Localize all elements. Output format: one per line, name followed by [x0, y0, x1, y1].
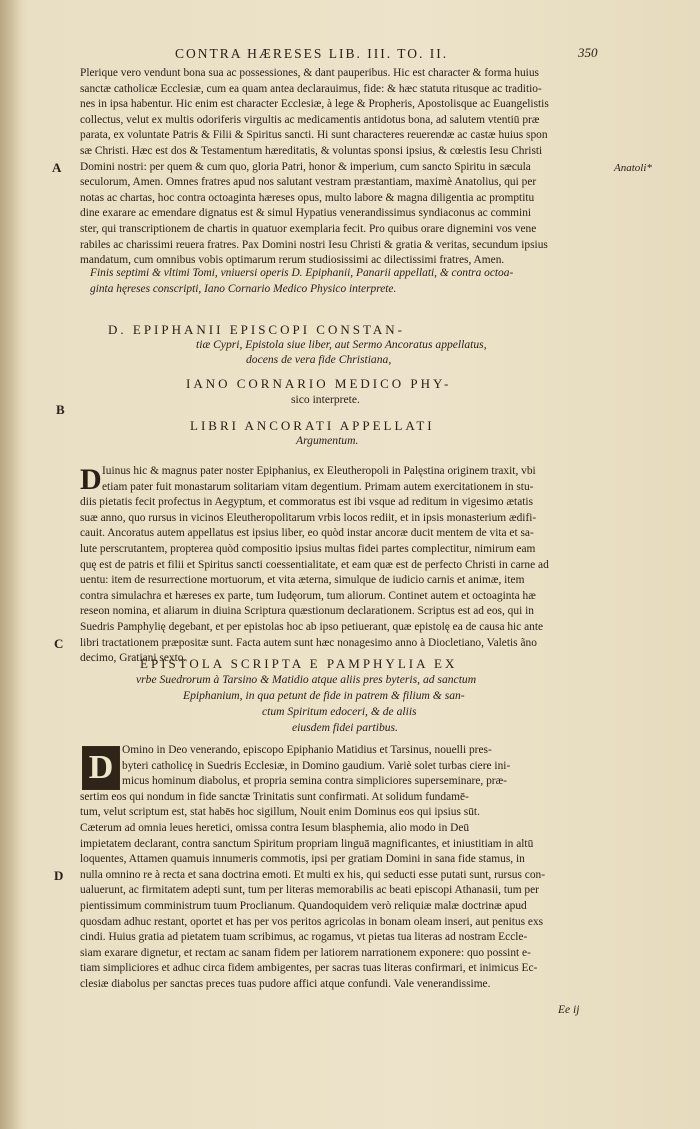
margin-letter-c: C — [54, 636, 64, 651]
epistola-line: tum, velut scriptum est, stat habēs hoc sigillum, Nouit enim Dominus eos qui ipsius sūt. — [80, 806, 480, 819]
decorated-initial-d: D — [82, 746, 120, 790]
epistola-line: Cæterum ad omnia leues heretici, omissa contra Iesum blasphemia, alio modo in Deū — [80, 821, 470, 834]
title-epistola-sub3: ctum Spiritum edoceri, & de aliis — [262, 705, 417, 718]
title-epiphanii-sub1: tiæ Cypri, Epistola siue liber, aut Sermo Ancoratus appellatus, — [196, 338, 487, 351]
closing-line: seculorum, Amen. Omnes fratres apud nos salutant vestram præstantiam, maximè Anatolius, qui per — [80, 176, 537, 189]
closing-line: sæ Christi. Hæc est dos & Testamentum hæreditatis, & voluntas sponsi ipsius, & cœlestis Iesu Christi — [80, 144, 543, 157]
closing-line: ster, qui transcriptionem de chartis in quatuor exemplaria fecit. Pro quibus orare dignemini vos vene — [80, 222, 537, 235]
closing-line: dine exarare ac emendare dignatus est & simul Hypatius venerandissimus syndiaconus ac commini — [80, 207, 532, 220]
argumentum-line: reseon nomina, et aliarum in diuina Scriptura quæstionum declarationem. Scriptus est ad eos, qui in — [80, 605, 534, 618]
epistola-line: ualuerunt, ac firmitatem adepti sunt, tum per literas memorabilis ac beati episcopi Athanasii, tum per — [80, 884, 539, 897]
argumentum-line: uentu: item de resurrectione mortuorum, et vita æterna, simulque de iudicio carnis et animæ, item — [80, 574, 525, 587]
paragraph-closing — [80, 66, 600, 269]
epistola-line: clesiæ diabolus per sanctas preces tuas pudore affici atque confundi. Vale venerandissime. — [80, 977, 491, 990]
argumentum-line: cauit. Ancoratus autem appellatus est ipsius liber, eo quòd instar ancoræ ducit mentem de vita et sa- — [80, 527, 534, 540]
finis-colophon — [90, 266, 600, 297]
argumentum-line: quę est de patris et filii et Spiritus sancti coessentialitate, et eam quæ est de perfecto Christi in carne ad — [80, 558, 549, 571]
epistola-line: impietatem declarant, contra sanctum Spiritum propriam linguā magnificantes, et iniustitiam in altū — [80, 837, 534, 850]
title-epistola-sub2: Epiphanium, in qua petunt de fide in patrem & filium & san- — [183, 689, 465, 702]
closing-line: nes in ipsa habentur. Hic enim est character Ecclesiæ, à lege & Propheris, Apostolisque ac Euangelistis — [80, 98, 549, 111]
argumentum-line: lute perscrutantem, propterea quòd compositio ipsius multas fidei partes complectitur, nimirum eam — [80, 542, 536, 555]
closing-line: mandatum, cum omnibus vobis optimarum rerum studiosissimi ac dilectissimi fratres, Amen. — [80, 254, 505, 267]
argumentum-line: Suedris Pamphylię degebant, et per epistolas hoc ab ipso petiuerant, quæ epistolę ea de causa hic ante — [80, 620, 544, 633]
margin-letter-b: B — [56, 402, 65, 417]
argumentum-line: libri tractationem præpositæ sunt. Facta autem sunt hæc nonagesimo anno à Diocletiano, Valetis ãno — [80, 636, 537, 649]
epistola-line: micus hominum diabolus, et propria semina contra simpliciores superseminare, præ- — [122, 775, 507, 788]
title-epiphanii-sub2: docens de vera fide Christiana, — [246, 353, 392, 366]
epistola-line: quosdam adhuc restant, oportet et has per vos peritos agricolas in bonam oleam inseri, aut penitus exs — [80, 915, 544, 928]
folio-number: 350 — [578, 45, 598, 60]
argumentum-line: Iuinus hic & magnus pater noster Epiphanius, ex Eleutheropoli in Palęstina originem traxit, vbi — [102, 465, 536, 477]
running-title: CONTRA HÆRESES LIB. III. TO. II. — [175, 46, 449, 61]
closing-line: Domini nostri: per quem & cum quo, gloria Patri, honor & imperium, cum sancto Spiritu in sæcula — [80, 160, 531, 173]
title-cornario: IANO CORNARIO MEDICO PHY- — [186, 376, 452, 391]
epistola-line: loquentes, Attamen quamuis innumeris commotis, ipsi per gratiam Domini in sana fide stamus, in — [80, 853, 525, 866]
finis-line: Finis septimi & vltimi Tomi, vniuersi operis D. Epiphanii, Panarii appellati, & contra octoa- — [90, 267, 514, 279]
margin-letter-d: D — [54, 868, 64, 883]
decorated-initial-argumentum: D — [80, 463, 102, 496]
epistola-line: pientissimum comministrum tuum Proclianum. Quandoquidem verò reliquiæ malæ doctrinæ apud — [80, 899, 527, 912]
title-epiphanii: D. EPIPHANII EPISCOPI CONSTAN- — [108, 322, 405, 337]
epistola-line: Omino in Deo venerando, episcopo Epiphanio Matidius et Tarsinus, nouelli pres- — [122, 744, 492, 756]
title-libri-ancorati: LIBRI ANCORATI APPELLATI — [190, 418, 435, 433]
finis-line: ginta hęreses conscripti, Iano Cornario Medico Physico interprete. — [90, 282, 397, 295]
epistola-line: nulla omnino re à recta et sana doctrina emoti. Et multi ex his, qui seducti esse putati sunt, rursus con- — [80, 868, 546, 881]
signature-mark: Ee ij — [558, 1004, 580, 1016]
argumentum-line: contra simulachra et hæreses ex parte, tum Iudęorum, tum aliorum. Continet autem et octoaginta hæ — [80, 589, 536, 602]
closing-line: collectus, velut ex multis odoriferis virgultis ac medicamentis antidotus bona, ad salutem vtentiū præ — [80, 113, 540, 126]
gutter-shadow — [0, 0, 22, 1129]
argumentum-line: etiam pater fuit monastarum solitariam vitam degentium. Primam autem exercitationem in stu- — [102, 480, 534, 493]
closing-line: sanctæ catholicæ Ecclesiæ, cum ea quam antea declarauimus, fide: & hæc statuta ritusque ac traditio- — [80, 82, 542, 95]
paragraph-argumentum — [80, 464, 600, 667]
epistola-line: byteri catholicę in Suedris Ecclesiæ, in Domino gaudium. Variè solet turbas ciere ini- — [122, 759, 511, 772]
argumentum-line: suæ anno, quo rursus in vicinos Eleutheropolitarum vrbis locos rediit, et in ipsis monasterium ædifi- — [80, 511, 537, 524]
closing-line: rabiles ac charissimi reuera fratres. Pax Domini nostri Iesu Christi & gratia & veritas, secundum ipsius — [80, 238, 548, 251]
closing-line: Plerique vero vendunt bona sua ac possessiones, & dant pauperibus. Hic est character & forma huius — [80, 67, 539, 79]
argumentum-line: decimo, Gratiani sexto. — [80, 652, 187, 665]
epistola-line: siam exarare dignetur, et rectam ac sanam fidem per latiorem narrationem exponere: quo possint e- — [80, 946, 531, 959]
closing-line: parata, ex voluntate Patris & Filii & Spiritus sancti. Hi sunt characteres reuerendæ ac castæ huius spon — [80, 129, 548, 142]
margin-letter-a: A — [52, 160, 62, 175]
title-epistola-sub4: eiusdem fidei partibus. — [292, 721, 398, 734]
closing-line: notas ac chartas, hoc contra octoaginta hæreses opus, multo labore & magna diligentia ac promptitu — [80, 191, 535, 204]
epistola-line: tiam simpliciores et adhuc circa fidem ambigentes, per sacras tuas literas confirmari, et inimicus Ec- — [80, 962, 538, 975]
argumentum-line: diis pietatis fecit profectus in Aegyptum, et commoratus est ibi vsque ad reditum in vigesimo ætatis — [80, 496, 534, 509]
title-epistola: EPISTOLA SCRIPTA E PAMPHYLIA EX — [140, 656, 458, 671]
epistola-line: sertim eos qui nondum in fide sanctæ Trinitatis sunt confirmati. At solidum fundamē- — [80, 790, 469, 803]
title-argumentum: Argumentum. — [296, 434, 359, 447]
title-epistola-sub1: vrbe Suedrorum à Tarsino & Matidio atque aliis pres byteris, ad sanctum — [136, 673, 477, 686]
epistola-line: cindi. Huius gratia ad pietatem tuam scribimus, ac rogamus, vt pietas tua literas ad nostram Eccle- — [80, 931, 528, 944]
margin-note-anatoli: Anatoli* — [614, 162, 652, 174]
title-cornario-sub: sico interprete. — [291, 393, 360, 406]
paragraph-epistola — [80, 743, 600, 993]
